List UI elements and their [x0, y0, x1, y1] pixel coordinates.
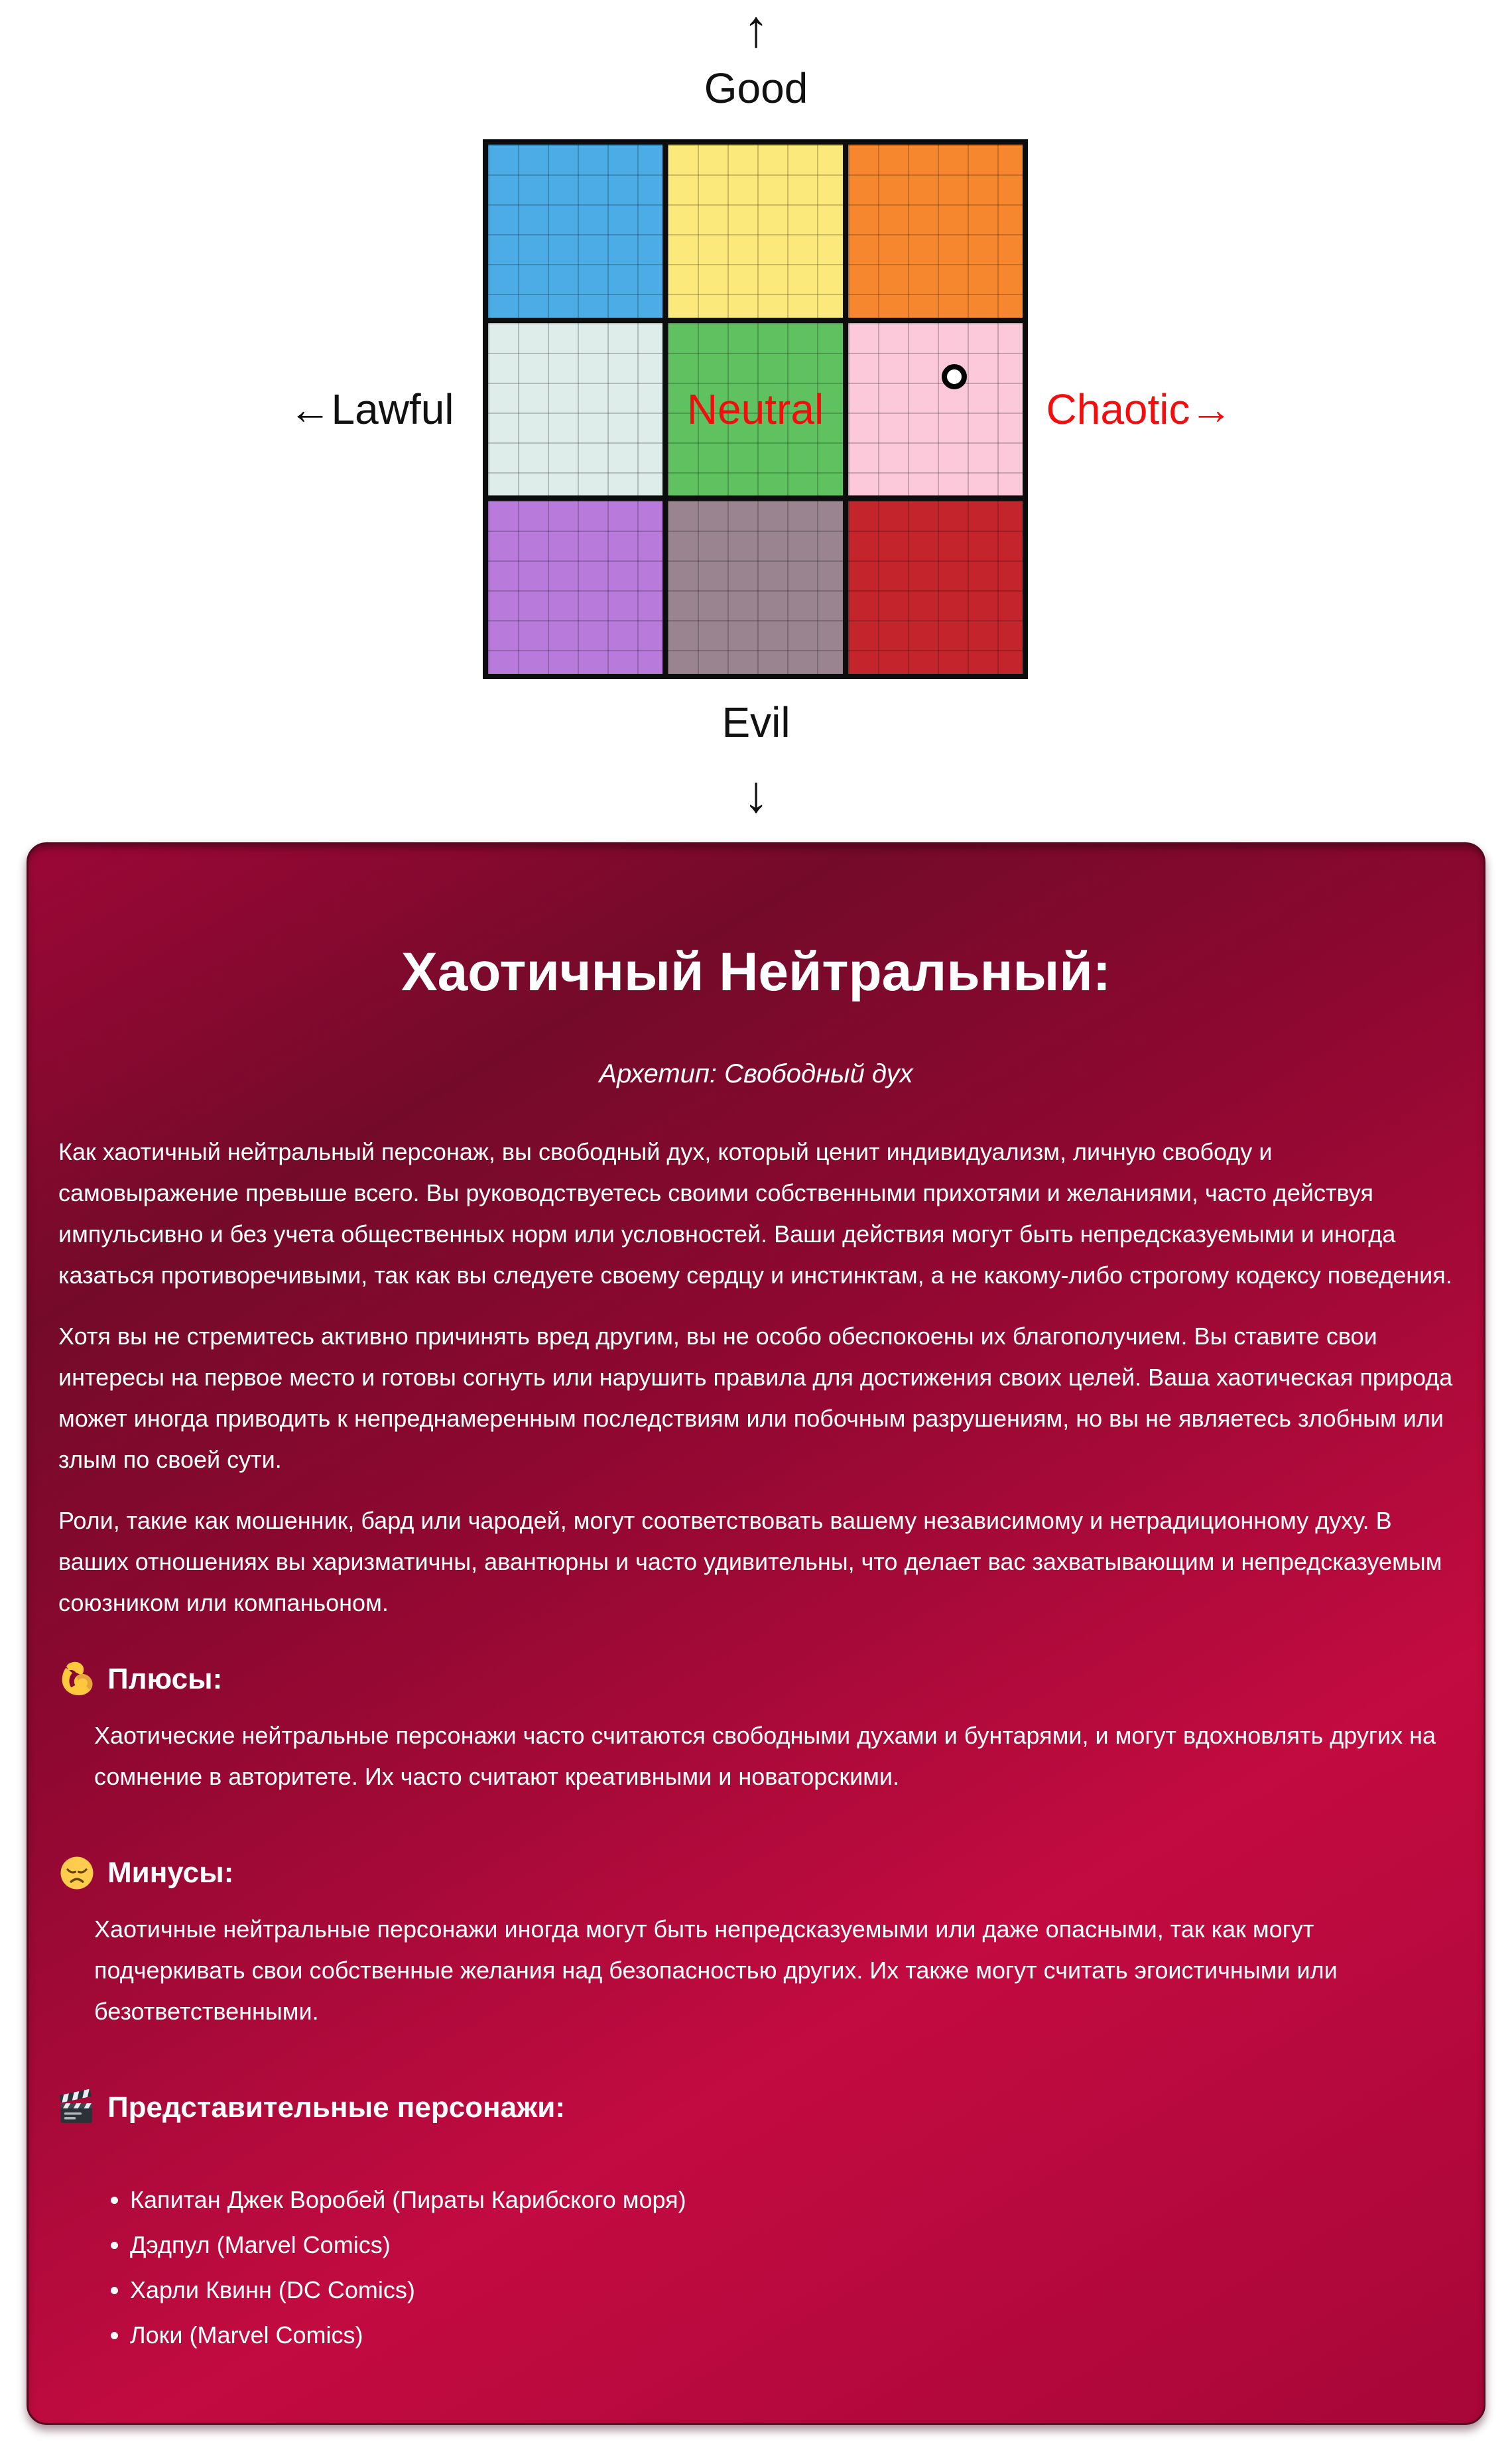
- alignment-grid: [483, 139, 1028, 679]
- cell-chaotic-evil: [846, 498, 1025, 677]
- flexed-biceps-icon: [58, 1661, 95, 1698]
- axis-label-neutral: Neutral: [686, 385, 824, 433]
- cell-neutral-good: [665, 142, 845, 320]
- characters-list: [58, 2179, 1454, 2356]
- character-item: • Дэдпул (Marvel Comics): [130, 2225, 1454, 2266]
- character-item: • Капитан Джек Воробей (Пираты Карибского моря): [130, 2179, 1454, 2221]
- cons-section: [58, 1854, 1454, 2032]
- card-subtitle: Архетип: Свободный дух: [599, 1059, 913, 1089]
- clapper-board-icon: [58, 2089, 95, 2126]
- alignment-marker: [942, 364, 967, 389]
- up-arrow-icon: ↑: [743, 0, 769, 58]
- pros-section: [58, 1661, 1454, 1797]
- cell-neutral-evil: [665, 498, 845, 677]
- cell-chaotic-neutral: [846, 320, 1025, 499]
- characters-heading: Представительные персонажи:: [107, 2091, 565, 2124]
- cell-chaotic-good: [846, 142, 1025, 320]
- pros-heading: Плюсы:: [107, 1663, 223, 1696]
- axis-label-lawful: ←Lawful: [288, 385, 454, 433]
- alignment-chart: [0, 0, 1512, 842]
- card-paragraph-3: Роли, такие как мошенник, бард или чародей, могут соответствовать вашему независимому и нетрадиционному духу. В ваших отношениях вы харизматичны, авантюрны и часто удивительны, что делает вас захватывающим и непредсказуемым союзником или компаньоном.: [58, 1507, 1442, 1617]
- character-item: • Харли Квинн (DC Comics): [130, 2270, 1454, 2311]
- down-arrow-icon: ↓: [743, 765, 769, 823]
- alignment-card: [27, 842, 1485, 2425]
- axis-label-evil: Evil: [722, 698, 790, 746]
- cons-text: Хаотичные нейтральные персонажи иногда могут быть непредсказуемыми или даже опасными, так как могут подчеркивать свои собственные желания над безопасностью других. Их также могут считать эгоистичными или безответственными.: [94, 1915, 1338, 2026]
- card-paragraph-2: Хотя вы не стремитесь активно причинять вред другим, вы не особо обеспокоены их благополучием. Вы ставите свои интересы на первое место и готовы согнуть или нарушить правила для достижения своих целей. Ваша хаотическая природа может иногда приводить к непреднамеренным последствиям или побочным разрушениям, но вы не являетесь злобным или злым по своей сути.: [58, 1323, 1453, 1474]
- sad-face-icon: [58, 1854, 95, 1892]
- cell-lawful-neutral: [485, 320, 665, 499]
- pros-text: Хаотические нейтральные персонажи часто считаются свободными духами и бунтарями, и могут вдохновлять других на сомнение в авторитете. Их часто считают креативными и новаторскими.: [94, 1722, 1436, 1791]
- card-paragraph-1: Как хаотичный нейтральный персонаж, вы свободный дух, который ценит индивидуализм, личную свободу и самовыражение превыше всего. Вы руководствуетесь своими собственными прихотями и желаниями, часто действуя импульсивно и без учета общественных норм или условностей. Ваши действия могут быть непредсказуемыми и иногда казаться противоречивыми, так как вы следуете своему сердцу и инстинктам, а не какому-либо строгому кодексу поведения.: [58, 1138, 1452, 1289]
- card-title: Хаотичный Нейтральный:: [401, 942, 1111, 1002]
- character-item: • Локи (Marvel Comics): [130, 2315, 1454, 2356]
- cons-heading: Минусы:: [107, 1856, 234, 1890]
- cell-lawful-evil: [485, 498, 665, 677]
- cell-lawful-good: [485, 142, 665, 320]
- axis-label-good: Good: [704, 64, 808, 112]
- characters-section: [58, 2089, 1454, 2356]
- axis-label-chaotic: Chaotic→: [1046, 385, 1233, 433]
